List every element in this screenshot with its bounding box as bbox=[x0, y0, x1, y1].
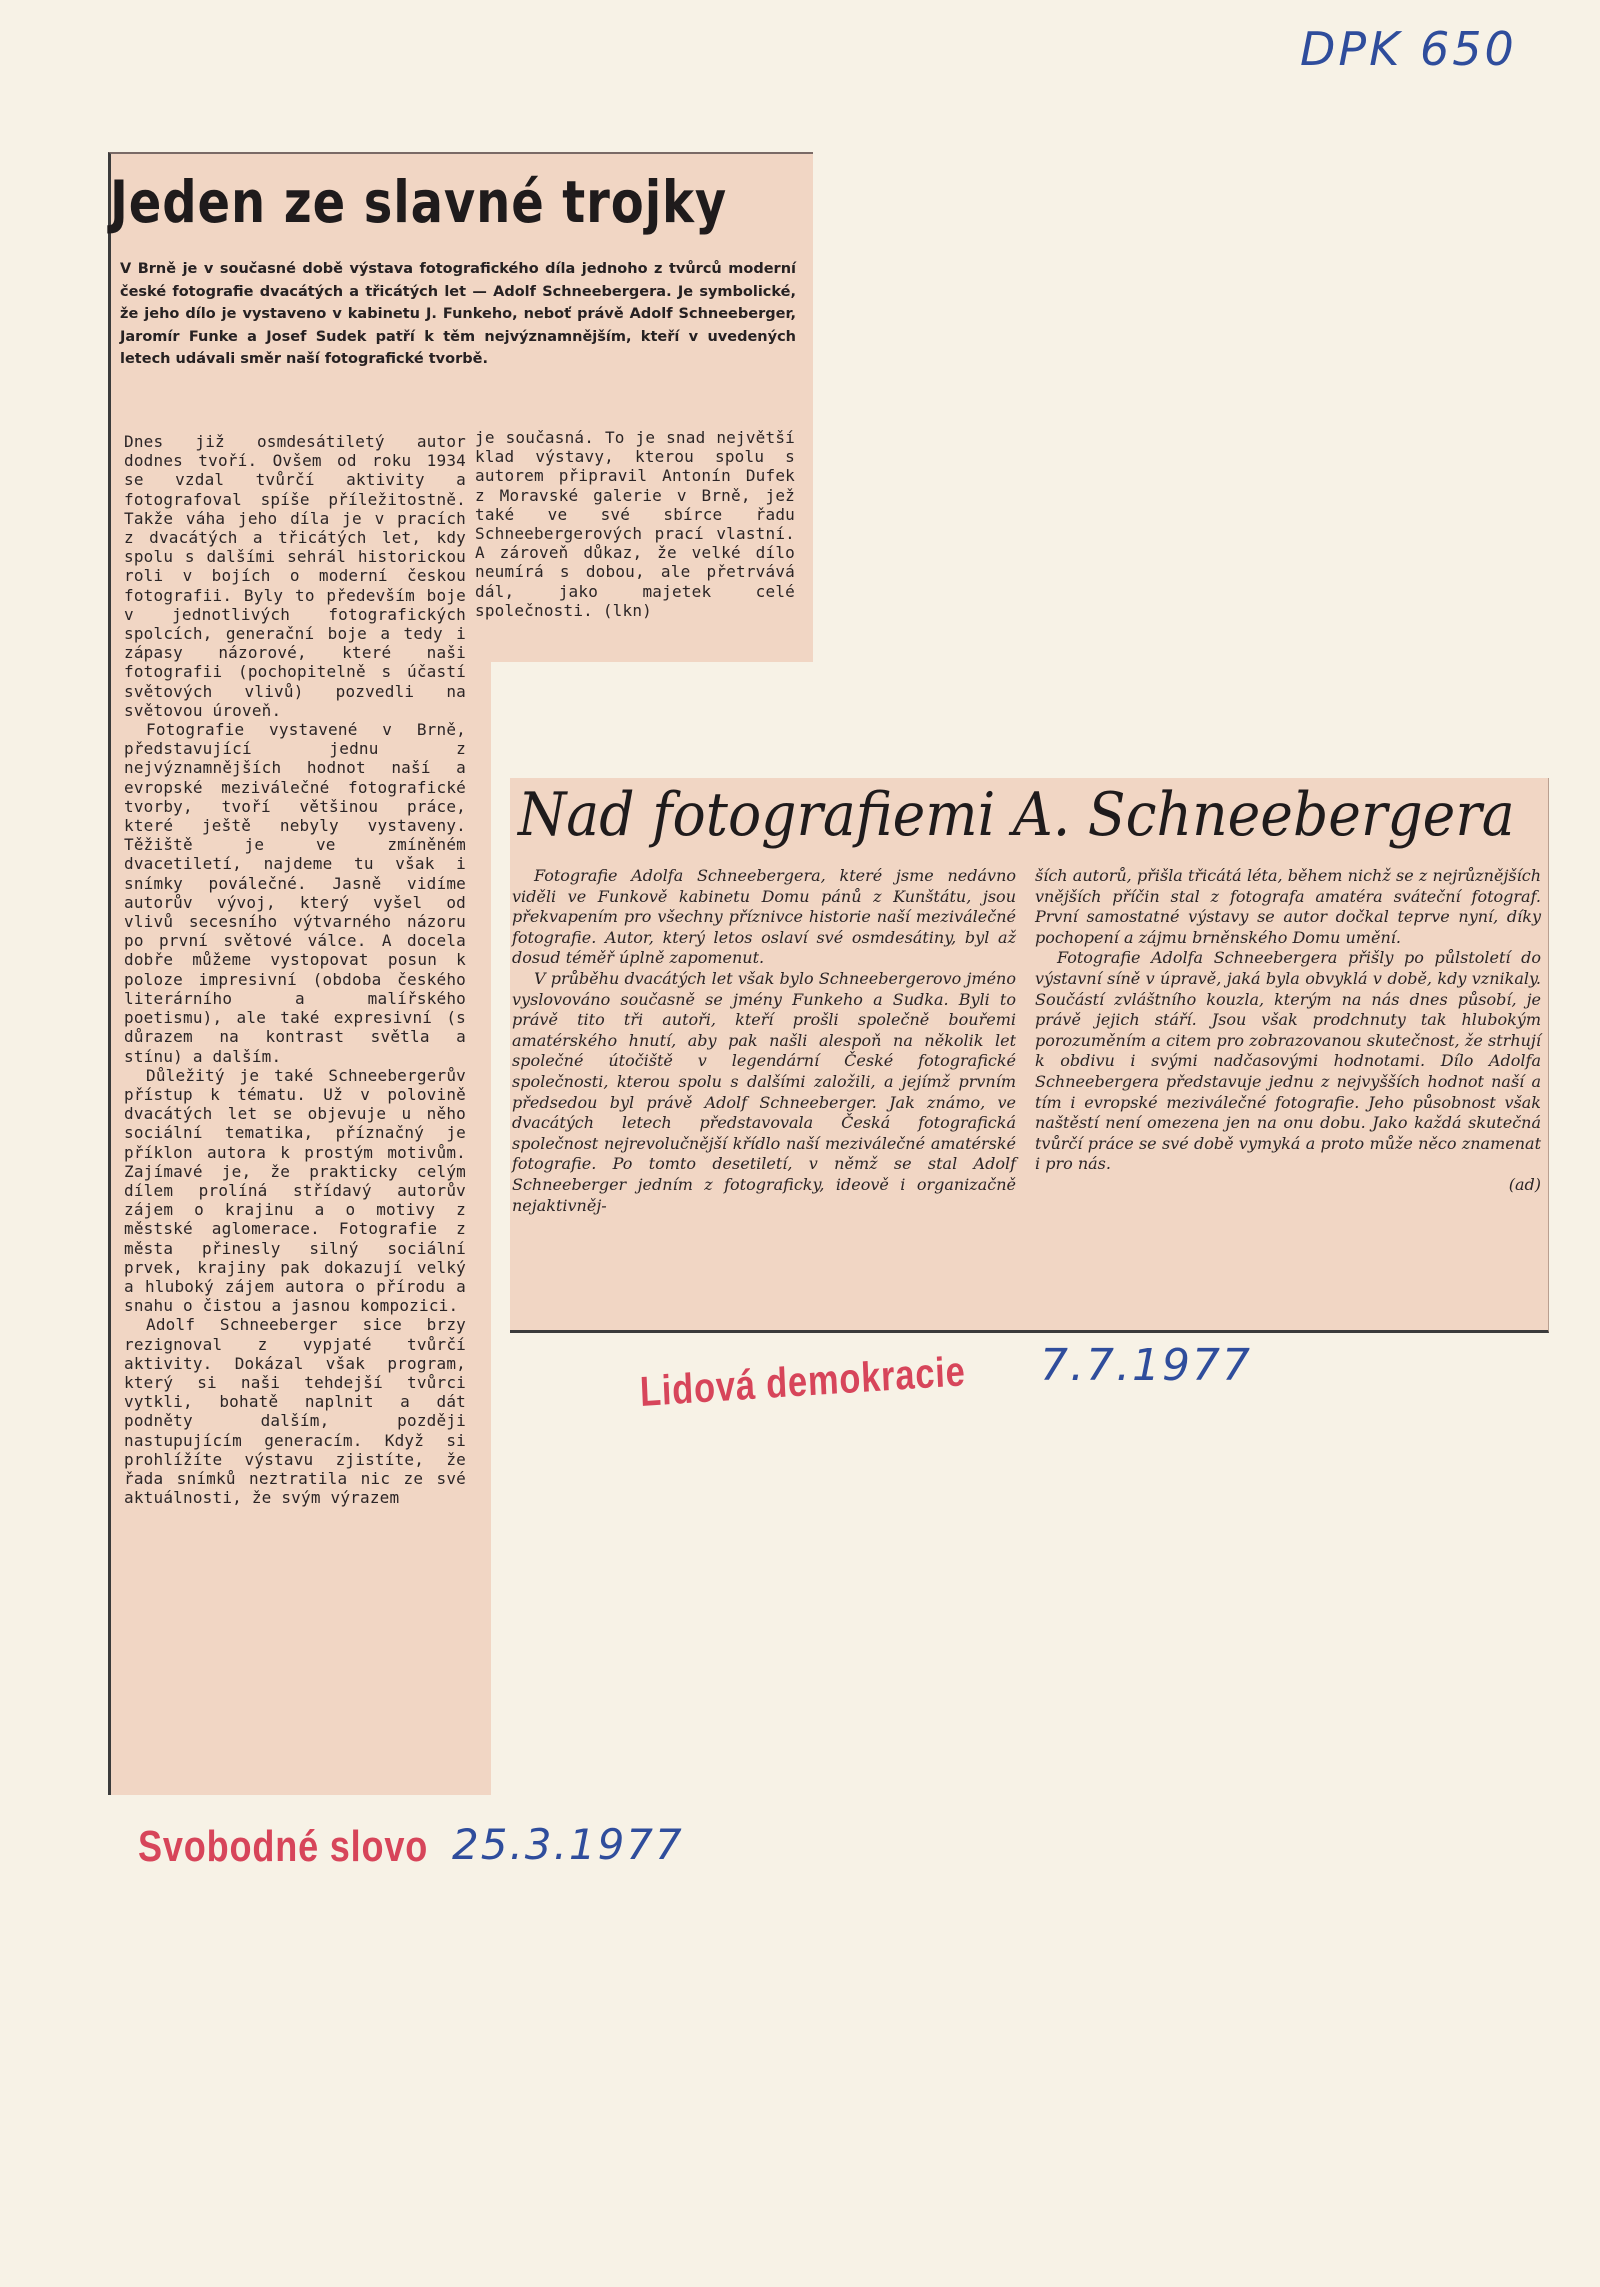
article-2-signature: (ad) bbox=[1508, 1174, 1541, 1194]
article-2-date: 7.7.1977 bbox=[1040, 1340, 1252, 1391]
source-stamp-svobodne-slovo: Svobodné slovo bbox=[138, 1822, 429, 1871]
article-2-paragraph: ších autorů, přišla třicátá léta, během nichž se z nejrůznějších vnějších příčin stal z fotografa amatéra sváteční fotograf. První samostatné výstavy se autor dočkal teprve nyní, díky pochopení a zájmu brněnského Domu umění. bbox=[1035, 866, 1541, 947]
article-1-column-1 bbox=[124, 432, 466, 1507]
article-1-paragraph: Fotografie vystavené v Brně, představující jednu z nejvýznamnějších hodnot naší a evropské meziválečné fotografické tvorby, tvoří většinou práce, které ještě nebyly vystaveny. Těžiště je ve zmíněném dvacetiletí, najdeme tu však i snímky poválečné. Jasně vidíme autorův vývoj, který vyšel od vlivů secesního výtvarného názoru po první světové válce. A docela dobře můžeme vystopovat posun k poloze impresivní (obdoba českého literárního a malířského poetismu), ale také expresivní (s důrazem na kontrast světla a stínu) a dalším. bbox=[124, 720, 466, 1066]
article-1-date: 25.3.1977 bbox=[452, 1820, 684, 1869]
article-2-column-1 bbox=[512, 866, 1016, 1216]
archive-code: DPK 650 bbox=[1300, 22, 1517, 76]
article-1-column-2 bbox=[475, 428, 795, 620]
article-1-headline: Jeden ze slavné trojky bbox=[110, 168, 728, 236]
article-1-paragraph: Důležitý je také Schneebergerův přístup k tématu. Už v polovině dvacátých let se objevuje u něho sociální tematika, příznačný je příklon autora k prostým motivům. Zajímavé je, že prakticky celým dílem prolíná střídavý autorův zájem o krajinu a o motivy z městské aglomerace. Fotografie z města přinesly silný sociální prvek, krajiny pak dokazují velký a hluboký zájem autora o přírodu a snahu o čistou a jasnou kompozici. bbox=[124, 1065, 466, 1316]
article-1-lead: V Brně je v současné době výstava fotografického díla jednoho z tvůrců moderní české fotografie dvacátých a třicátých let — Adolf Schneebergera. Je symbolické, že jeho dílo je vystaveno v kabinetu J. Funkeho, neboť právě Adolf Schneeberger, Jaromír Funke a Josef Sudek patří k těm nejvýznamnějším, kteří v uvedených letech udávali směr naší fotografické tvorbě. bbox=[120, 261, 796, 367]
article-2-headline: Nad fotografiemi A. Schneebergera bbox=[518, 780, 1515, 850]
article-1-paragraph: Dnes již osmdesátiletý autor dodnes tvoří. Ovšem od roku 1934 se vzdal tvůrčí aktivity a fotografoval spíše příležitostně. Takže váha jeho díla je v pracích z dvacátých a třicátých let, kdy spolu s dalšími sehrál historickou roli v bojích o moderní českou fotografii. Byly to především boje v jednotlivých fotografických spolcích, generační boje a tedy i zápasy názorové, které naši fotografii (pochopitelně s účastí světových vlivů) pozvedli na světovou úroveň. bbox=[124, 432, 466, 720]
article-2-column-2 bbox=[1035, 866, 1541, 1196]
article-2-paragraph: Fotografie Adolfa Schneebergera, které jsme nedávno viděli ve Funkově kabinetu Domu pánů z Kunštátu, jsou překvapením pro všechny příznivce historie naší meziválečné fotografie. Autor, který letos oslaví své osmdesátiny, byl až dosud téměř úplně zapomenut. bbox=[512, 866, 1016, 968]
article-2-paragraph: V průběhu dvacátých let však bylo Schneebergerovo jméno vyslovováno současně se jmény Funkeho a Sudka. Byli to právě tito tři autoři, kteří prošli společně bouřemi amatérského hnutí, aby pak našli alespoň na několik let společné útočiště v legendární České fotografické společnosti, kterou spolu s dalšími založili, a jejímž prvním předsedou byl právě Adolf Schneeberger. Jak známo, ve dvacátých letech představovala Česká fotografická společnost nejrevolučnější křídlo naší meziválečné amatérské fotografie. Po tomto desetiletí, v němž se stal Adolf Schneeberger jedním z fotograficky, ideově i organizačně nejaktivněj- bbox=[512, 968, 1016, 1215]
source-stamp-lidova-demokracie: Lidová demokracie bbox=[638, 1347, 967, 1415]
article-1-paragraph: Adolf Schneeberger sice brzy rezignoval z vypjaté tvůrčí aktivity. Dokázal však program, který si naši tehdejší tvůrci vytkli, bohatě naplnit a dát podněty dalším, později nastupujícím generacím. Když si prohlížíte výstavu zjistíte, že řada snímků neztratila nic ze své aktuálnosti, že svým výrazem bbox=[124, 1315, 466, 1508]
article-1-paragraph: je současná. To je snad největší klad výstavy, kterou spolu s autorem připravil Antonín Dufek z Moravské galerie v Brně, jež také ve své sbírce řadu Schneebergerových prací vlastní. A zároveň důkaz, že velké dílo neumírá s dobou, ale přetrvává dál, jako majetek celé společnosti. (lkn) bbox=[475, 428, 795, 620]
article-2-paragraph: Fotografie Adolfa Schneebergera přišly po půlstoletí do výstavní síně v úpravě, jaká byla obvyklá v době, kdy vznikaly. Součástí zvláštního kouzla, kterým na nás dnes působí, je právě jejich stáří. Jsou však prodchnuty tak hlubokým porozuměním a citem pro zobrazovanou skutečnost, že strhují k obdivu i svými nadčasovými hodnotami. Dílo Adolfa Schneebergera představuje jednu z nejvyšších hodnot naší a tím i evropské meziválečné fotografie. Jeho působnost však naštěstí není omezena jen na onu dobu. Jako každá skutečná tvůrčí práce se své době vymyká a proto může něco znamenat i pro nás. bbox=[1035, 948, 1541, 1174]
